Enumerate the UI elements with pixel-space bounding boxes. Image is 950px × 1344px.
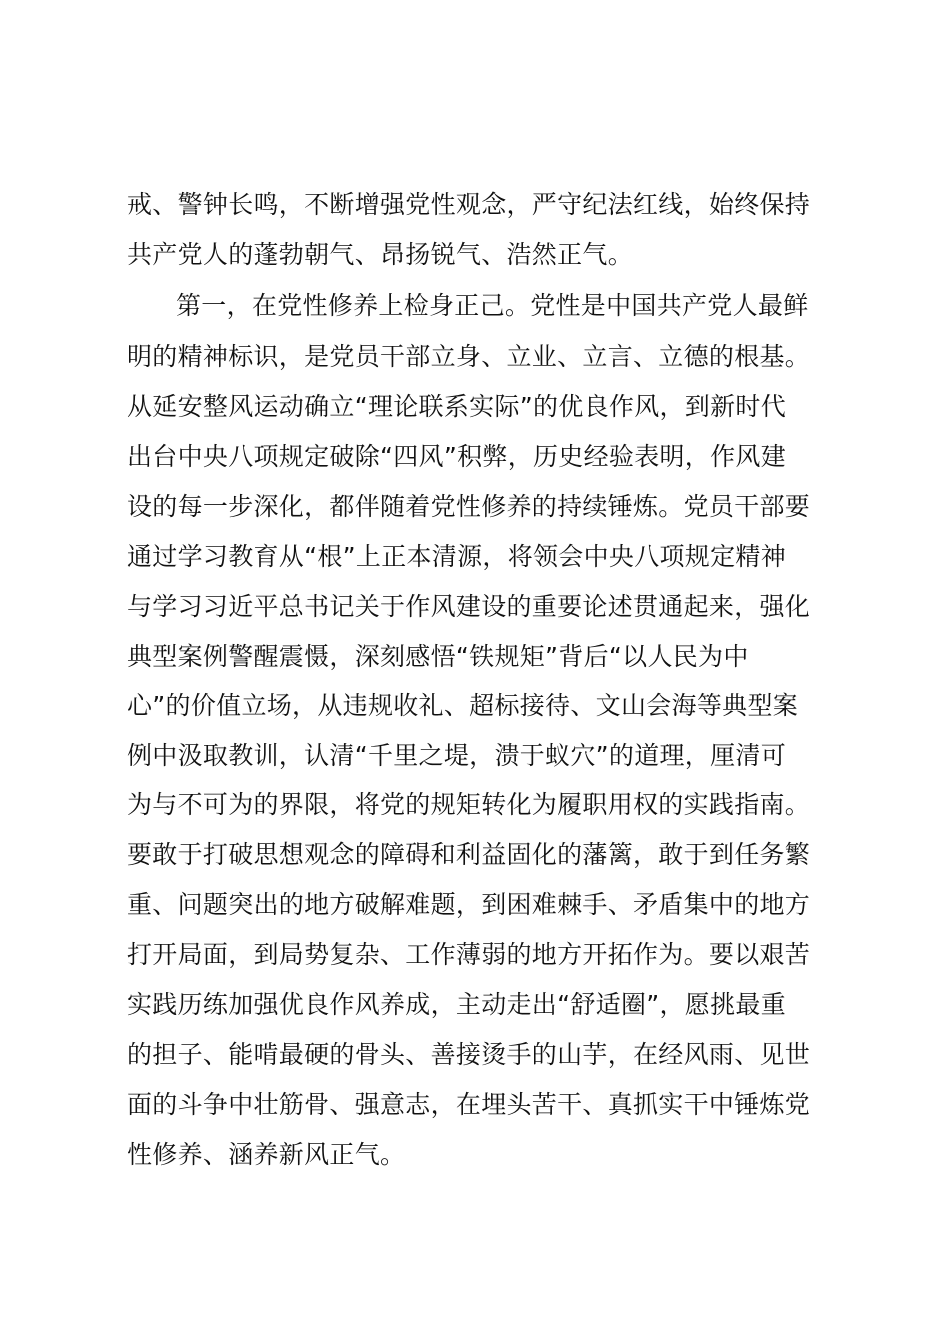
text-line: 通过学习教育从“根”上正本清源，将领会中央八项规定精神: [127, 542, 787, 571]
text-line: 性修养、涵养新风正气。: [127, 1140, 406, 1169]
text-line: 重、问题突出的地方破解难题，到困难棘手、矛盾集中的地方: [127, 890, 811, 919]
text-line: 为与不可为的界限，将党的规矩转化为履职用权的实践指南。: [127, 790, 811, 819]
paragraph-first-line: 第一，在党性修养上检身正己。党性是中国共产党人最鲜: [176, 291, 809, 320]
text-line: 从延安整风运动确立“理论联系实际”的优良作风，到新时代: [127, 392, 787, 421]
text-line: 戒、警钟长鸣，不断增强党性观念，严守纪法红线，始终保持: [127, 190, 811, 219]
text-line: 的担子、能啃最硬的骨头、善接烫手的山芋，在经风雨、见世: [127, 1040, 811, 1069]
text-line: 共产党人的蓬勃朝气、昂扬锐气、浩然正气。: [127, 240, 634, 269]
text-line: 与学习习近平总书记关于作风建设的重要论述贯通起来，强化: [127, 592, 811, 621]
text-line: 设的每一步深化，都伴随着党性修养的持续锤炼。党员干部要: [127, 492, 811, 521]
text-line: 典型案例警醒震慑，深刻感悟“铁规矩”背后“以人民为中: [127, 642, 749, 671]
text-line: 打开局面，到局势复杂、工作薄弱的地方开拓作为。要以艰苦: [127, 940, 811, 969]
text-line: 出台中央八项规定破除“四风”积弊，历史经验表明，作风建: [127, 442, 787, 471]
text-line: 面的斗争中壮筋骨、强意志，在埋头苦干、真抓实干中锤炼党: [127, 1090, 811, 1119]
text-line: 例中汲取教训，认清“千里之堤，溃于蚁穴”的道理，厘清可: [127, 741, 787, 770]
text-line: 明的精神标识，是党员干部立身、立业、立言、立德的根基。: [127, 342, 811, 371]
text-line: 要敢于打破思想观念的障碍和利益固化的藩篱，敢于到任务繁: [127, 840, 811, 869]
text-line: 实践历练加强优良作风养成，主动走出“舒适圈”，愿挑最重: [127, 990, 787, 1019]
text-line: 心”的价值立场，从违规收礼、超标接待、文山会海等典型案: [127, 691, 799, 720]
